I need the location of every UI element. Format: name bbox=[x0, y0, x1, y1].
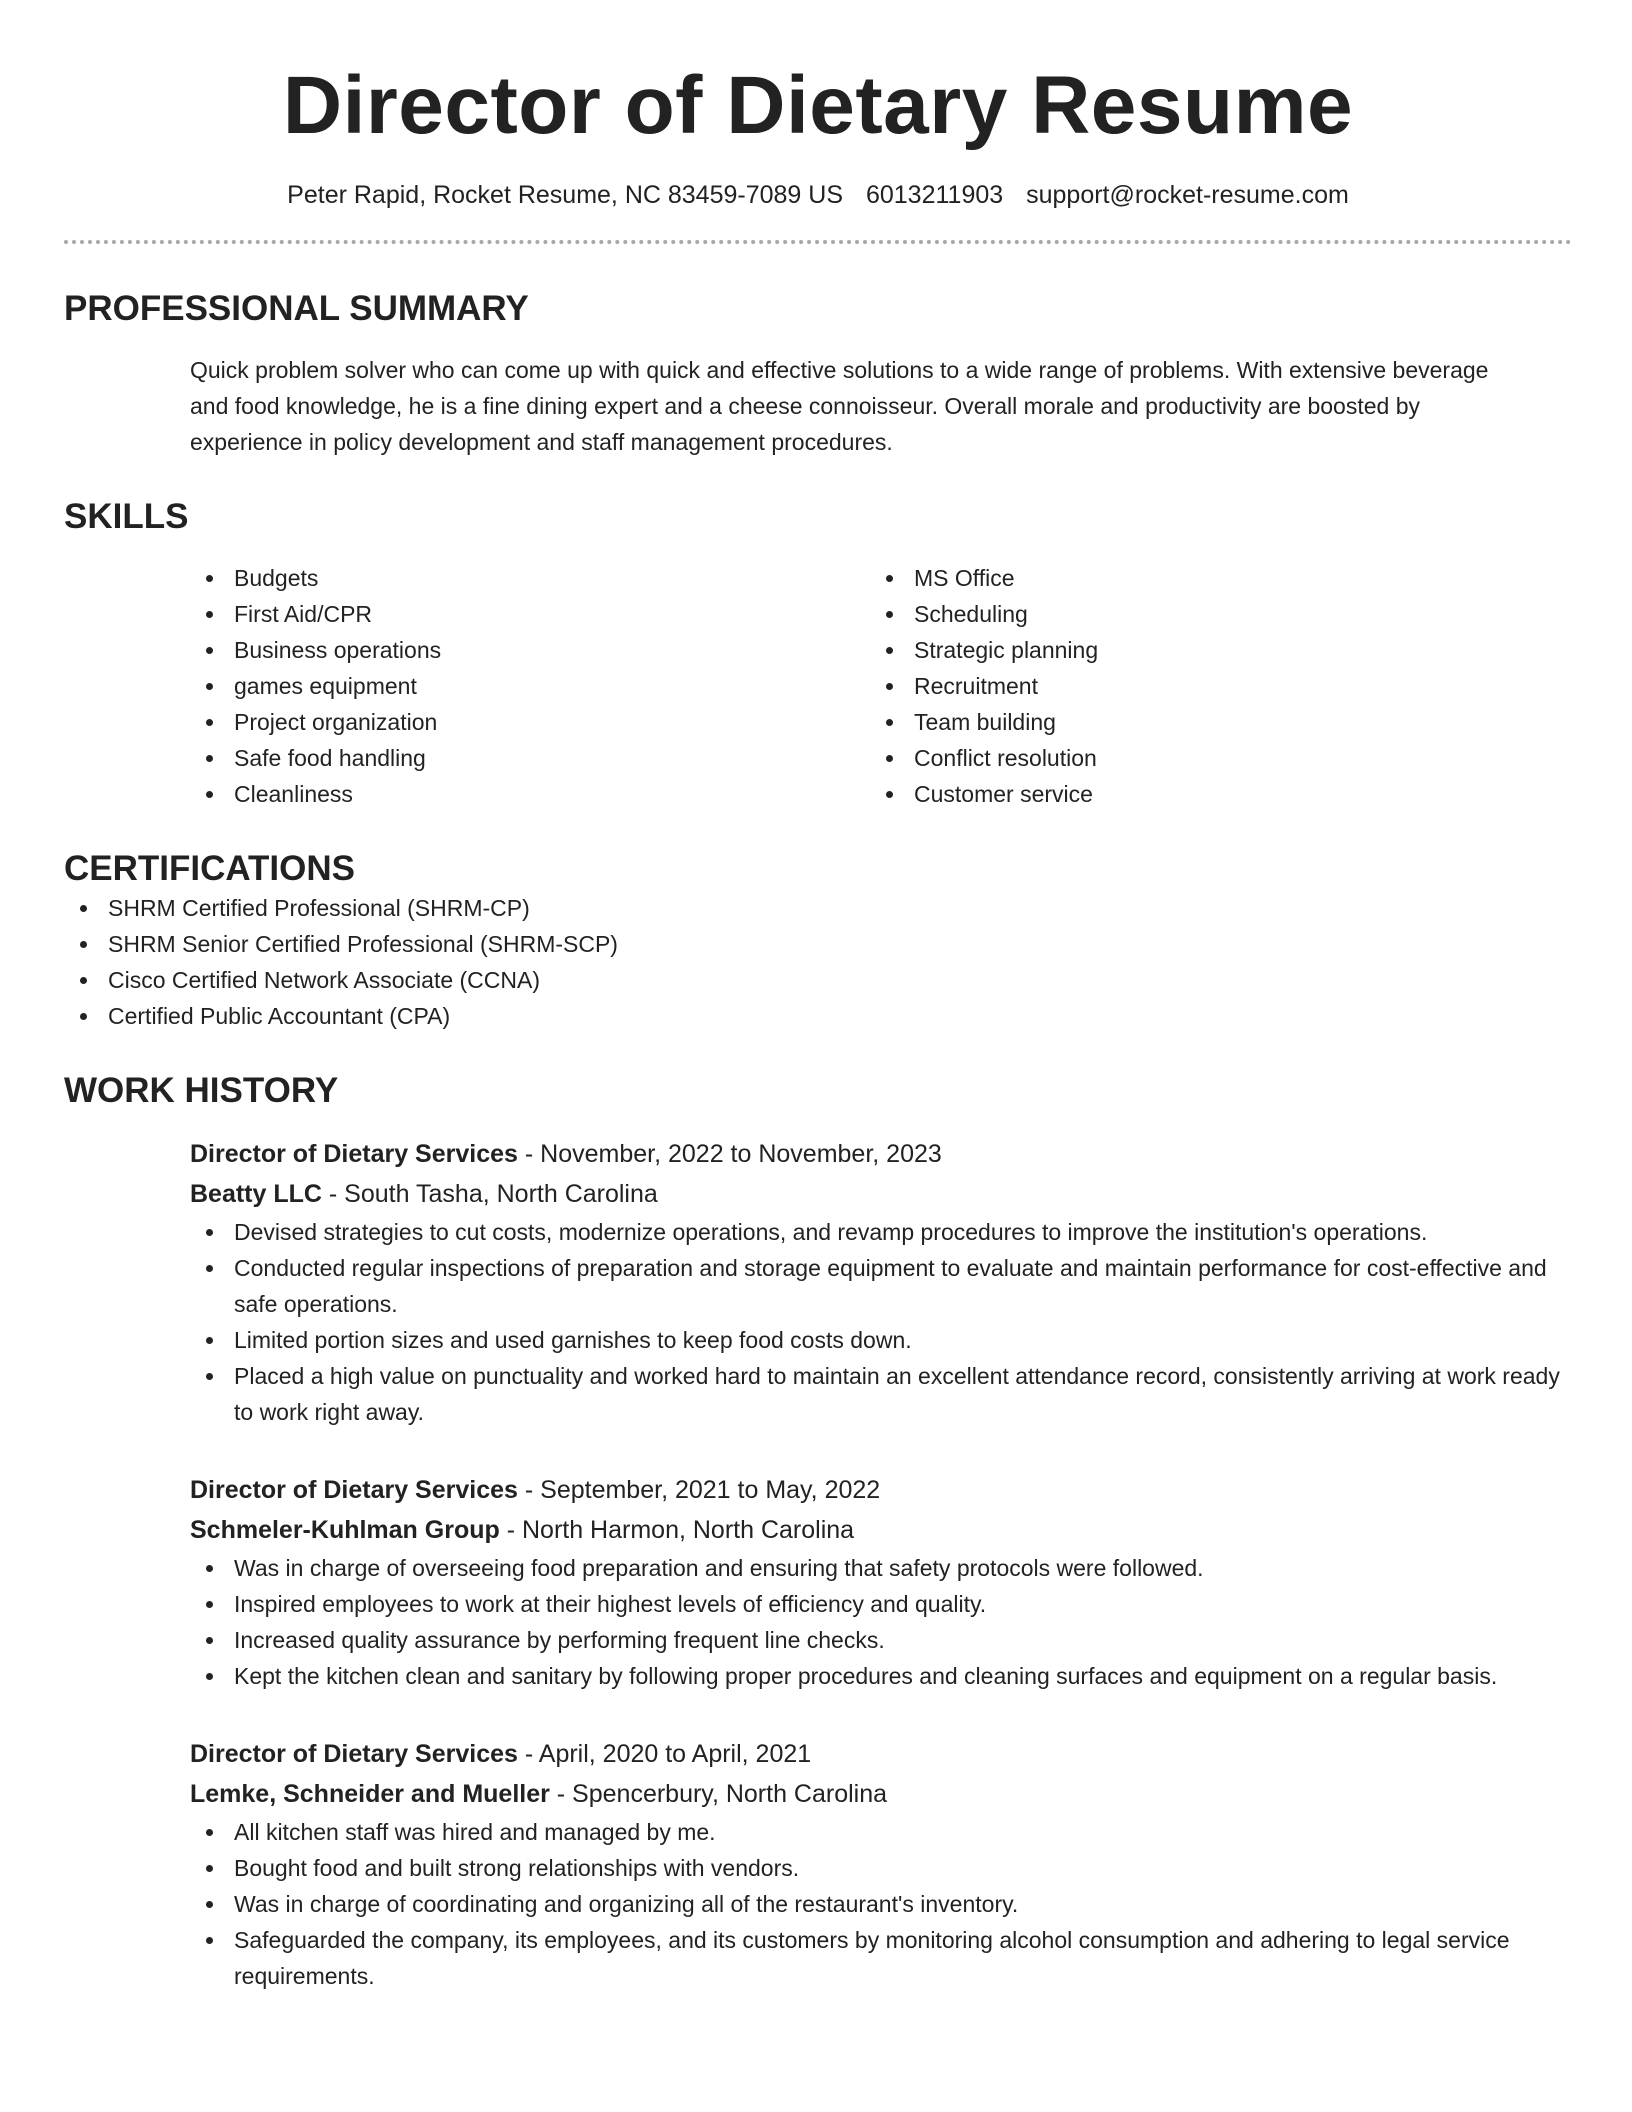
skill-item: First Aid/CPR bbox=[190, 596, 870, 632]
job-company-line bbox=[190, 1510, 1572, 1550]
skill-item: Recruitment bbox=[870, 668, 1550, 704]
skill-item: Safe food handling bbox=[190, 740, 870, 776]
job-entry bbox=[190, 1734, 1572, 1994]
job-bullet: Placed a high value on punctuality and worked hard to maintain an excellent attendance record, consistently arriving at work ready to work right away. bbox=[190, 1358, 1572, 1430]
skill-item: Budgets bbox=[190, 560, 870, 596]
job-title-line bbox=[190, 1134, 1572, 1174]
job-entry bbox=[190, 1134, 1572, 1430]
job-bullet: Inspired employees to work at their highest levels of efficiency and quality. bbox=[190, 1586, 1572, 1622]
job-bullets bbox=[190, 1550, 1572, 1694]
job-title-line bbox=[190, 1470, 1572, 1510]
job-bullet: Was in charge of coordinating and organizing all of the restaurant's inventory. bbox=[190, 1886, 1572, 1922]
job-location: - North Harmon, North Carolina bbox=[499, 1516, 855, 1544]
job-title-line bbox=[190, 1734, 1572, 1774]
contact-address: Peter Rapid, Rocket Resume, NC 83459-7089 US bbox=[287, 181, 844, 209]
skill-item: Strategic planning bbox=[870, 632, 1550, 668]
job-company-line bbox=[190, 1174, 1572, 1214]
skill-item: MS Office bbox=[870, 560, 1550, 596]
skill-item: games equipment bbox=[190, 668, 870, 704]
job-dates: - September, 2021 to May, 2022 bbox=[517, 1476, 881, 1504]
summary-text: Quick problem solver who can come up with quick and effective solutions to a wide range of problems. With extensive beverage and food knowledge, he is a fine dining expert and a cheese connoisseur. Overall morale and productivity are boosted by experience in policy development and staff management procedures. bbox=[190, 357, 1489, 455]
certification-item: SHRM Senior Certified Professional (SHRM-SCP) bbox=[64, 926, 1572, 962]
skill-item: Scheduling bbox=[870, 596, 1550, 632]
certification-item: Certified Public Accountant (CPA) bbox=[64, 998, 1572, 1034]
job-role: Director of Dietary Services bbox=[190, 1740, 518, 1768]
work-history-section bbox=[64, 1070, 1572, 1994]
job-dates: - November, 2022 to November, 2023 bbox=[517, 1140, 942, 1168]
job-location: - South Tasha, North Carolina bbox=[321, 1180, 658, 1208]
job-company: Schmeler-Kuhlman Group bbox=[190, 1516, 500, 1544]
job-bullet: Kept the kitchen clean and sanitary by following proper procedures and cleaning surfaces and equipment on a regular basis. bbox=[190, 1658, 1572, 1694]
job-bullet: Devised strategies to cut costs, modernize operations, and revamp procedures to improve the institution's operations. bbox=[190, 1214, 1572, 1250]
skills-section bbox=[64, 496, 1572, 812]
certifications-list bbox=[64, 890, 1572, 1034]
skill-item: Team building bbox=[870, 704, 1550, 740]
job-entry bbox=[190, 1470, 1572, 1694]
skills-heading: SKILLS bbox=[64, 497, 189, 536]
work-history-heading: WORK HISTORY bbox=[64, 1071, 339, 1110]
job-bullet: Limited portion sizes and used garnishes to keep food costs down. bbox=[190, 1322, 1572, 1358]
skill-item: Business operations bbox=[190, 632, 870, 668]
job-bullet: All kitchen staff was hired and managed by me. bbox=[190, 1814, 1572, 1850]
header-divider bbox=[64, 240, 1572, 244]
skill-item: Cleanliness bbox=[190, 776, 870, 812]
skills-list-right bbox=[870, 560, 1550, 812]
resume-title: Director of Dietary Resume bbox=[282, 60, 1354, 151]
summary-heading: PROFESSIONAL SUMMARY bbox=[64, 289, 529, 328]
job-location: - Spencerbury, North Carolina bbox=[549, 1780, 888, 1808]
job-company: Beatty LLC bbox=[190, 1180, 322, 1208]
contact-phone: 6013211903 bbox=[865, 181, 1004, 209]
job-dates: - April, 2020 to April, 2021 bbox=[517, 1740, 812, 1768]
job-bullet: Conducted regular inspections of preparation and storage equipment to evaluate and maintain performance for cost-effective and safe operations. bbox=[190, 1250, 1572, 1322]
contact-email: support@rocket-resume.com bbox=[1026, 181, 1349, 209]
job-bullets bbox=[190, 1814, 1572, 1994]
skill-item: Customer service bbox=[870, 776, 1550, 812]
skill-item: Project organization bbox=[190, 704, 870, 740]
job-bullet: Increased quality assurance by performing frequent line checks. bbox=[190, 1622, 1572, 1658]
certifications-heading: CERTIFICATIONS bbox=[64, 849, 356, 888]
contact-line bbox=[64, 178, 1572, 212]
job-bullet: Was in charge of overseeing food preparation and ensuring that safety protocols were followed. bbox=[190, 1550, 1572, 1586]
job-role: Director of Dietary Services bbox=[190, 1476, 518, 1504]
job-company-line bbox=[190, 1774, 1572, 1814]
job-company: Lemke, Schneider and Mueller bbox=[190, 1780, 550, 1808]
skills-grid bbox=[190, 560, 1572, 812]
certifications-section bbox=[64, 848, 1572, 1034]
certification-item: SHRM Certified Professional (SHRM-CP) bbox=[64, 890, 1572, 926]
skill-item: Conflict resolution bbox=[870, 740, 1550, 776]
skills-list-left bbox=[190, 560, 870, 812]
certification-item: Cisco Certified Network Associate (CCNA) bbox=[64, 962, 1572, 998]
resume-page bbox=[64, 0, 1572, 1994]
job-role: Director of Dietary Services bbox=[190, 1140, 518, 1168]
summary-section bbox=[64, 288, 1572, 460]
job-bullet: Safeguarded the company, its employees, and its customers by monitoring alcohol consumption and adhering to legal service requirements. bbox=[190, 1922, 1572, 1994]
job-bullets bbox=[190, 1214, 1572, 1430]
job-bullet: Bought food and built strong relationships with vendors. bbox=[190, 1850, 1572, 1886]
